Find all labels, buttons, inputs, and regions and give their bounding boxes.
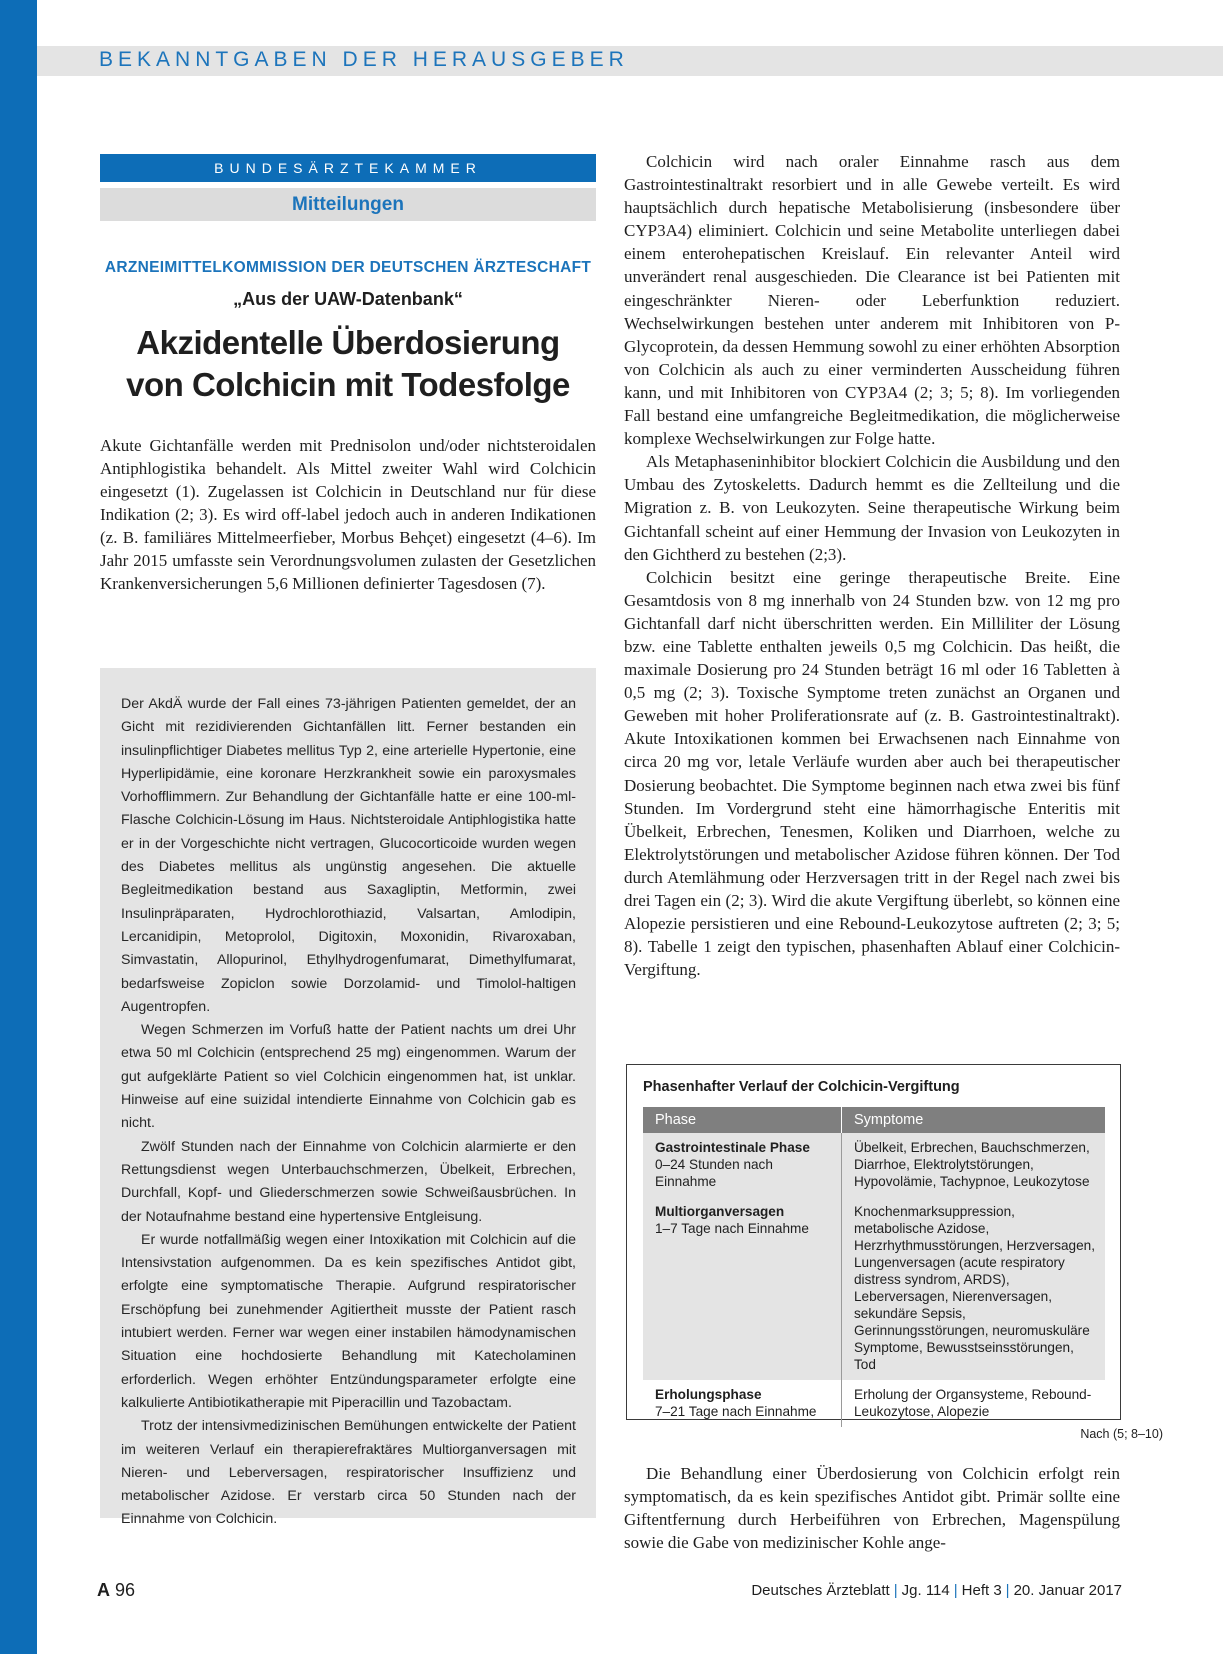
column-header-phase: Phase [643,1107,842,1133]
case-report-box [100,668,596,1528]
body-paragraph: Als Metaphaseninhibitor blockiert Colchicin die Ausbildung und den Umbau des Zytoskeletts. Dadurch hemmt es die Zellteilung und die Migration z. B. von Leukozyten. Seine therapeutische Wirkung beim Gichtanfall scheint auf einer Hemmung der Invasion von Leukozyten in den Gichtherd zu bestehen (2;3). [624,452,1120,564]
phase-name: Multiorganversagen [655,1204,785,1219]
phase-table [643,1107,1105,1427]
page-number [97,1580,135,1601]
case-paragraph: Trotz der intensivmedizinischen Bemühungen entwickelte der Patient im weiteren Verlauf ein therapierefraktäres Multiorganversagen mit Nieren- und Leberversagen, respiratorischer Insuffizienz und metabolischer Azidose. Er verstarb circa 50 Stunden nach der Einnahme von Colchicin. [121,1418,576,1528]
phase-table-box [626,1064,1121,1420]
case-paragraph: Wegen Schmerzen im Vorfuß hatte der Patient nachts um drei Uhr etwa 50 ml Colchicin (entsprechend 25 mg) eingenommen. Warum der gut aufgeklärte Patient so viel Colchicin eingenommen hat, ist unklar. Hinweise auf eine suizidal intendierte Einnahme von Colchicin gab es nicht. [121,1022,576,1132]
column-header-symptoms: Symptome [842,1107,1106,1133]
journal-name: Deutsches Ärzteblatt [751,1582,890,1599]
phase-cell [643,1380,842,1427]
table-row [643,1197,1105,1380]
separator: | [893,1582,898,1599]
section-header-band [37,46,1223,76]
journal-date: 20. Januar 2017 [1013,1582,1122,1599]
phase-cell [643,1197,842,1380]
body-paragraph: Colchicin wird nach oraler Einnahme rasch aus dem Gastrointestinaltrakt resorbiert und in alle Gewebe verteilt. Es wird hauptsächlich durch hepatische Metabolisierung (insbesondere über CYP3A4) eliminiert. Colchicin und seine Metabolite unterliegen dabei einem enterohepatischen Kreislauf. Ein relevanter Anteil wird unverändert renal ausgeschieden. Die Clearance ist bei Patienten mit eingeschränkter Nieren- oder Leberfunktion reduziert. Wechselwirkungen bestehen unter anderem mit Inhibitoren von P-Glycoprotein, da dessen Hemmung sowohl zu einer erhöhten Absorption von Colchicin als auch zu einer verminderten Ausscheidung führen kann, und mit Inhibitoren von CYP3A4 (2; 3; 5; 8). Im vorliegenden Fall bestand eine umfangreiche Begleitmedikation, die möglicherweise komplexe Wechselwirkungen zur Folge hatte. [624,152,1120,449]
symptoms-cell: Übelkeit, Erbrechen, Bauchschmerzen, Diarrhoe, Elektrolytstörungen, Hypovolämie, Tachypnoe, Leukozytose [842,1133,1106,1197]
body-paragraph: Colchicin besitzt eine geringe therapeutische Breite. Eine Gesamtdosis von 8 mg innerhalb von 24 Stunden bzw. von 12 mg pro Gichtanfall darf nicht überschritten werden. Ein Milliliter der Lösung bzw. eine Tablette enthalten jeweils 0,5 mg Colchicin. Das heißt, die maximale Dosierung pro 24 Stunden beträgt 16 ml oder 16 Tabletten à 0,5 mg (2; 3). Toxische Symptome treten zunächst an Organen und Geweben mit hoher Proliferationsrate auf (z. B. Gastrointestinaltrakt). Akute Intoxikationen kommen bei Erwachsenen nach Einnahme von circa 20 mg vor, letale Verläufe wurden aber auch bei therapeutischer Dosierung beobachtet. Die Symptome beginnen nach etwa zwei bis fünf Stunden. Im Vordergrund steht eine hämorrhagische Enteritis mit Übelkeit, Erbrechen, Tenesmen, Koliken und Diarrhoen, welche zu Elektrolytstörungen und metabolischer Azidose führen können. Der Tod durch Atemlähmung oder Herzversagen tritt in der Regel nach zwei bis drei Tagen ein (2; 3). Wird die akute Vergiftung überlebt, so können eine Alopezie persistieren und eine Rebound-Leukozytose auftreten (2; 3; 5; 8). Tabelle 1 zeigt den typischen, phasenhaften Ablauf einer Colchicin-Vergiftung. [624,567,1120,980]
separator: | [953,1582,958,1599]
symptoms-cell: Knochenmarksuppression, metabolische Azidose, Herzrhythmusstörungen, Herzversagen, Lungenversagen (acute respiratory distress syndrom, ARDS), Leberversagen, Nierenversagen, sekundäre Sepsis, Gerinnungsstörungen, neuromuskuläre Symptome, Bewusstseinsstörungen, Tod [842,1197,1106,1380]
article-headline [100,322,596,406]
right-column [624,150,1120,981]
left-column [100,154,596,612]
kicker: „Aus der UAW-Datenbank“ [233,289,463,309]
table-row [643,1380,1105,1427]
organization-title: ARZNEIMITTELKOMMISSION DER DEUTSCHEN ÄRZTESCHAFT [104,259,592,276]
intro-paragraph: Akute Gichtanfälle werden mit Prednisolon und/oder nichtsteroidalen Antiphlogistika behandelt. Als Mittel zweiter Wahl wird Colchicin eingesetzt (1). Zugelassen ist Colchicin in Deutschland nur für diese Indikation (2; 3). Es wird off-label jedoch auch in anderen Indikationen (z. B. familiäres Mittelmeerfieber, Morbus Behçet) eingesetzt (4–6). Im Jahr 2015 umfasste sein Verordnungsvolumen zulasten der Gesetzlichen Krankenversicherungen 5,6 Millionen definierter Tagesdosen (7). [100,436,596,593]
phase-time: 1–7 Tage nach Einnahme [655,1221,809,1236]
section-header: BEKANNTGABEN DER HERAUSGEBER [99,48,629,71]
table-row [643,1133,1105,1197]
page-prefix: A [97,1580,110,1600]
headline-line-2: von Colchicin mit Todesfolge [126,366,570,403]
symptoms-cell: Erholung der Organsysteme, Rebound-Leukozytose, Alopezie [842,1380,1106,1427]
table-title: Phasenhafter Verlauf der Colchicin-Vergiftung [643,1079,960,1095]
case-paragraph: Zwölf Stunden nach der Einnahme von Colchicin alarmierte er den Rettungsdienst wegen Unterbauchschmerzen, Übelkeit, Erbrechen, Durchfall, Kopf- und Gliederschmerzen sowie Schweißausbrüchen. In der Notaufnahme bestand eine hypertensive Entgleisung. [121,1138,576,1225]
headline-line-1: Akzidentelle Überdosierung [136,324,560,361]
journal-issue: Heft 3 [961,1582,1002,1599]
body-paragraph-continued: Die Behandlung einer Überdosierung von Colchicin erfolgt rein symptomatisch, da es kein spezifisches Antidot gibt. Primär sollte eine Giftentfernung durch Herbeiführen von Erbrechen, Magenspülung sowie die Gabe von medizinischer Kohle ange- [624,1464,1120,1553]
case-paragraph: Er wurde notfallmäßig wegen einer Intoxikation mit Colchicin auf die Intensivstation aufgenommen. Da es kein spezifisches Antidot gibt, erfolgte eine symptomatische Therapie. Aufgrund respiratorischer Erschöpfung bei zunehmender Agitiertheit musste der Patient rasch intubiert werden. Ferner war wegen einer instabilen hämodynamischen Situation eine hochdosierte Behandlung mit Katecholaminen erforderlich. Wegen erhöhter Entzündungsparameter erfolgte eine kalkulierte Antibiotikatherapie mit Piperacillin und Tazobactam. [121,1231,576,1411]
journal-citation [751,1582,1122,1599]
page-number-value: 96 [115,1580,136,1600]
case-paragraph: Der AkdÄ wurde der Fall eines 73-jährigen Patienten gemeldet, der an Gicht mit rezidivierenden Gichtanfällen litt. Ferner bestanden ein insulinpflichtiger Diabetes mellitus Typ 2, eine arterielle Hypertonie, eine Hyperlipidämie, eine koronare Herzkrankheit sowie ein paroxysmales Vorhofflimmern. Zur Behandlung der Gichtanfälle hatte er eine 100-ml-Flasche Colchicin-Lösung im Haus. Nichtsteroidale Antiphlogistika hatte er in der Vorgeschichte nicht vertragen, Glucocorticoide wurden wegen des Diabetes mellitus als ungünstig angesehen. Die aktuelle Begleitmedikation bestand aus Saxagliptin, Metformin, zwei Insulinpräparaten, Hydrochlorothiazid, Valsartan, Amlodipin, Lercanidipin, Metoprolol, Digitoxin, Moxonidin, Rivaroxaban, Simvastatin, Allopurinol, Ethylhydrogenfumarat, Dimethylfumarat, bedarfsweise Zopiclon sowie Dorzolamid- und Timolol-haltigen Augentropfen. [121,696,576,1015]
phase-name: Gastrointestinale Phase [655,1140,810,1155]
phase-name: Erholungsphase [655,1387,762,1402]
publisher-bar: BUNDESÄRZTEKAMMER [100,154,596,182]
separator: | [1005,1582,1010,1599]
phase-cell [643,1133,842,1197]
left-color-stripe [0,0,37,1654]
phase-time: 0–24 Stunden nach Einnahme [655,1157,773,1189]
rubric-bar: Mitteilungen [100,188,596,221]
phase-time: 7–21 Tage nach Einnahme [655,1404,817,1419]
table-source: Nach (5; 8–10) [1080,1427,1163,1441]
table-header-row [643,1107,1105,1133]
journal-volume: Jg. 114 [901,1582,950,1599]
